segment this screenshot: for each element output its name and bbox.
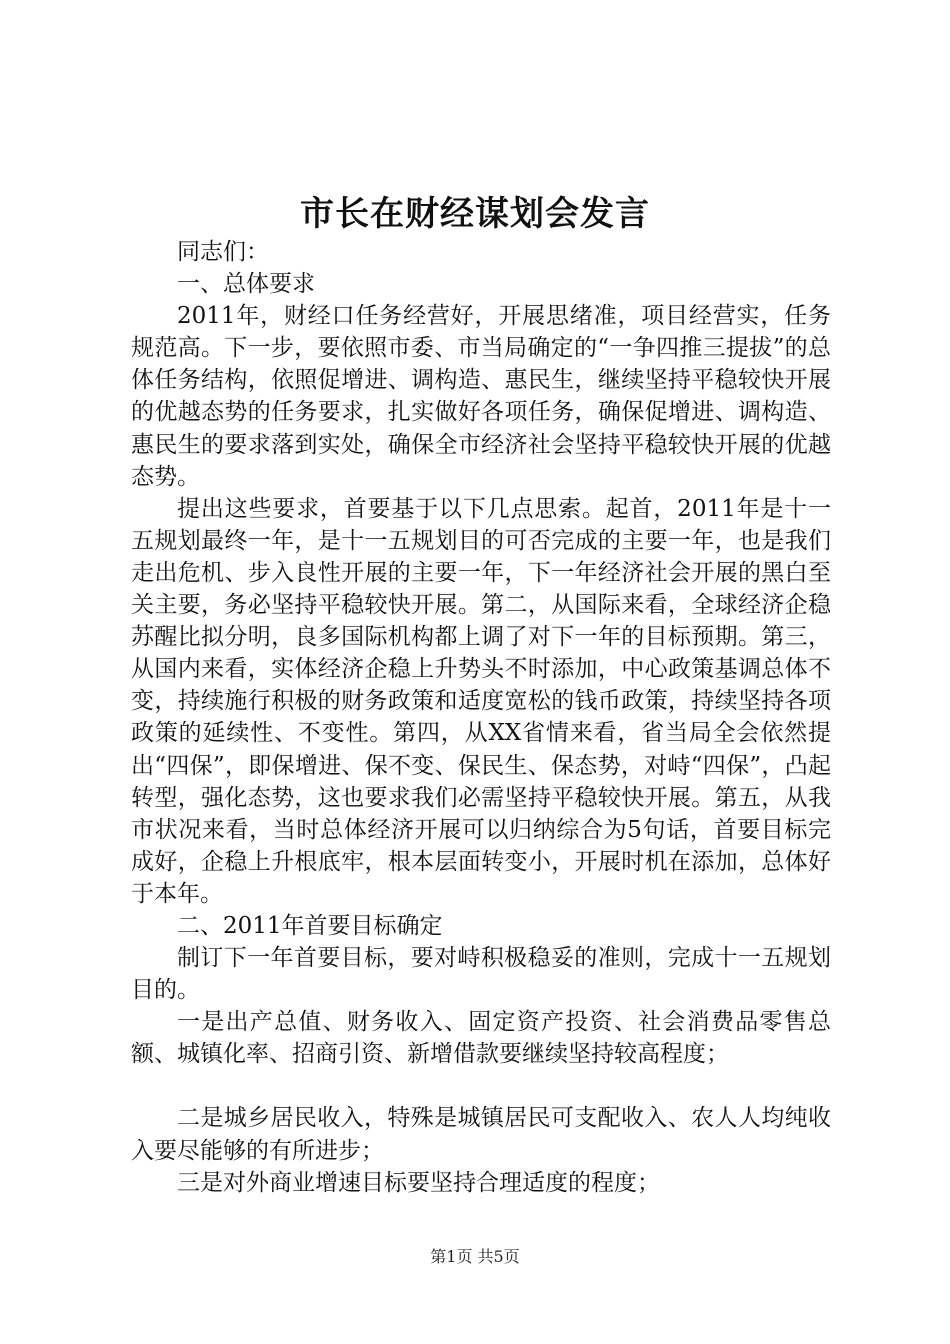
- paragraph: 制订下一年首要目标，要对峙积极稳妥的准则，完成十一五规划目的。: [131, 945, 831, 1004]
- section-heading-2: 二、2011年首要目标确定: [177, 912, 443, 939]
- list-item: 三是对外商业增速目标要坚持合理适度的程度；: [177, 1169, 660, 1196]
- section-heading-1: 一、总体要求: [177, 271, 315, 298]
- list-item: 一是出产总值、财务收入、固定资产投资、社会消费品零售总额、城镇化率、招商引资、新增借款要继续坚持较高程度；: [131, 1009, 831, 1068]
- document-body: [131, 236, 831, 1199]
- list-item: 二是城乡居民收入，特殊是城镇居民可支配收入、农人人均纯收入要尽能够的有所进步；: [131, 1105, 831, 1164]
- page-number-footer: 第1页 共5页: [430, 1247, 520, 1266]
- salutation: 同志们：: [177, 239, 269, 265]
- document-title: 市长在财经谋划会发言: [300, 194, 650, 234]
- paragraph: 提出这些要求，首要基于以下几点思索。起首，2011年是十一五规划最终一年，是十一五规划目的可否完成的主要一年，也是我们走出危机、步入良性开展的主要一年，下一年经济社会开展的黑白至关主要，务必坚持平稳较快开展。第二，从国际来看，全球经济企稳苏醒比拟分明，良多国际机构都上调了对下一年的目标预期。第三，从国内来看，实体经济企稳上升势头不时添加，中心政策基调总体不变，持续施行积极的财务政策和适度宽松的钱币政策，持续坚持各项政策的延续性、不变性。第四，从XX省情来看，省当局全会依然提出“四保”，即保增进、保不变、保民生、保态势，对峙“四保”，凸起转型，强化态势，这也要求我们必需坚持平稳较快开展。第五，从我市状况来看，当时总体经济开展可以归纳综合为5句话，首要目标完成好，企稳上升根底牢，根本层面转变小，开展时机在添加，总体好于本年。: [131, 495, 831, 907]
- paragraph: 2011年，财经口任务经营好，开展思绪准，项目经营实，任务规范高。下一步，要依照市委、市当局确定的“一争四推三提拔”的总体任务结构，依照促增进、调构造、惠民生，继续坚持平稳较快开展的优越态势的任务要求，扎实做好各项任务，确保促增进、调构造、惠民生的要求落到实处，确保全市经济社会坚持平稳较快开展的优越态势。: [131, 303, 831, 490]
